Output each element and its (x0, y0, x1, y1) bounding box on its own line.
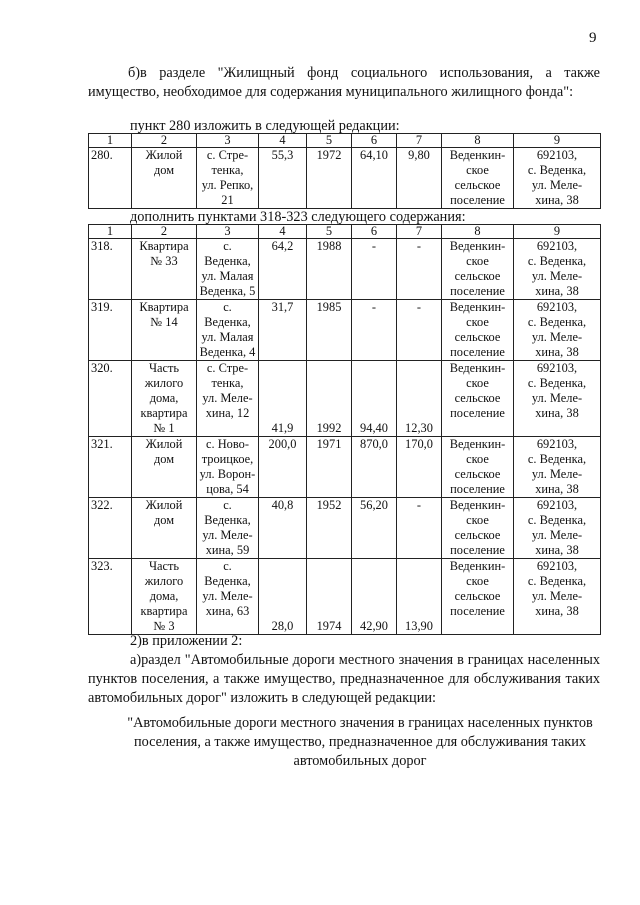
table-cell: 321. (89, 437, 132, 498)
table-cell: с. Веденка, ул. Малая Веденка, 5 (197, 239, 259, 300)
table-cell: 692103, с. Веденка, ул. Меле- хина, 38 (514, 437, 601, 498)
table-row (89, 559, 601, 635)
appendix-2-paragraph-a (88, 651, 600, 708)
table-cell: Жилой дом (132, 437, 197, 498)
table-cell: 322. (89, 498, 132, 559)
table-cell: - (352, 239, 397, 300)
table-cell: Жилой дом (132, 148, 197, 209)
table-cell: 692103, с. Веденка, ул. Меле- хина, 38 (514, 559, 601, 635)
table-cell: 692103, с. Веденка, ул. Меле- хина, 38 (514, 361, 601, 437)
table-cell: Веденкин- ское сельское поселение (442, 239, 514, 300)
table-cell: 692103, с. Веденка, ул. Меле- хина, 38 (514, 239, 601, 300)
table-cell: 692103, с. Веденка, ул. Мелe- хина, 38 (514, 148, 601, 209)
section-b-paragraph (88, 64, 600, 102)
column-header: 6 (352, 225, 397, 239)
table-cell: 1974 (307, 559, 352, 635)
column-header: 7 (397, 134, 442, 148)
column-header: 9 (514, 225, 601, 239)
table-cell: 56,20 (352, 498, 397, 559)
table-cell: Жилой дом (132, 498, 197, 559)
page-number: 9 (589, 30, 597, 46)
table-cell: 1985 (307, 300, 352, 361)
table-cell: Веденкин- ское сельское поселение (442, 437, 514, 498)
table-cell: с. Ново- троицкое, ул. Ворон- цова, 54 (197, 437, 259, 498)
table-cell: 31,7 (259, 300, 307, 361)
table-cell: с. Стре- тенка, ул. Репко, 21 (197, 148, 259, 209)
table-cell: Часть жилого дома, квартира № 1 (132, 361, 197, 437)
table-cell: - (352, 300, 397, 361)
table-cell: 692103, с. Веденка, ул. Меле- хина, 38 (514, 498, 601, 559)
table-cell: Веденкин- ское сельское поселение (442, 498, 514, 559)
table-cell: с. Веденка, ул. Меле- хина, 59 (197, 498, 259, 559)
table-cell: 318. (89, 239, 132, 300)
column-header: 4 (259, 134, 307, 148)
item-280-caption: пункт 280 изложить в следующей редакции: (130, 118, 400, 134)
table-cell: 870,0 (352, 437, 397, 498)
table-cell: 94,40 (352, 361, 397, 437)
table-cell: 40,8 (259, 498, 307, 559)
table-cell: 1972 (307, 148, 352, 209)
table-cell: 320. (89, 361, 132, 437)
table-cell: 64,2 (259, 239, 307, 300)
table-cell: 13,90 (397, 559, 442, 635)
table-row (89, 148, 601, 209)
items-318-323-caption: дополнить пунктами 318-323 следующего содержания: (130, 209, 466, 225)
table-cell: 64,10 (352, 148, 397, 209)
column-header: 5 (307, 225, 352, 239)
table-cell: 12,30 (397, 361, 442, 437)
column-header: 8 (442, 225, 514, 239)
table-cell: Веденкин- ское сельское поселение (442, 300, 514, 361)
table-cell: с. Стре- тенка, ул. Меле- хина, 12 (197, 361, 259, 437)
housing-table-items-318-323 (88, 224, 601, 635)
table-row (89, 437, 601, 498)
table-cell: Веденкин- ское сельское поселение (442, 148, 514, 209)
table-header-row (89, 134, 601, 148)
table-row (89, 300, 601, 361)
table-cell: 280. (89, 148, 132, 209)
table-cell: с. Веденка, ул. Меле- хина, 63 (197, 559, 259, 635)
column-header: 2 (132, 134, 197, 148)
table-cell: 200,0 (259, 437, 307, 498)
table-cell: 41,9 (259, 361, 307, 437)
column-header: 2 (132, 225, 197, 239)
table-cell: Квартира № 14 (132, 300, 197, 361)
table-cell: Квартира № 33 (132, 239, 197, 300)
table-cell: 1952 (307, 498, 352, 559)
table-cell: 323. (89, 559, 132, 635)
column-header: 1 (89, 134, 132, 148)
table-cell: Часть жилого дома, квартира № 3 (132, 559, 197, 635)
column-header: 3 (197, 134, 259, 148)
column-header: 1 (89, 225, 132, 239)
column-header: 3 (197, 225, 259, 239)
table-cell: 319. (89, 300, 132, 361)
column-header: 4 (259, 225, 307, 239)
table-cell: 9,80 (397, 148, 442, 209)
road-section-title-quote: "Автомобильные дороги местного значения в границах населенных пунктов поселения, а также имущество, предназначенное для обслуживания таких автомобильных дорог (127, 715, 593, 769)
section-b-text: б)в разделе "Жилищный фонд социального использования, а также имущество, необходимое для содержания муниципального жилищного фонда": (88, 65, 600, 100)
housing-table-item-280 (88, 133, 601, 209)
table-header-row (89, 225, 601, 239)
table-row (89, 498, 601, 559)
column-header: 5 (307, 134, 352, 148)
table-cell: Веденкин- ское сельское поселение (442, 559, 514, 635)
table-cell: 170,0 (397, 437, 442, 498)
table-cell: - (397, 300, 442, 361)
column-header: 9 (514, 134, 601, 148)
table-row (89, 361, 601, 437)
table-cell: 42,90 (352, 559, 397, 635)
table-cell: - (397, 498, 442, 559)
appendix-2-heading: 2)в приложении 2: (130, 633, 243, 649)
table-row (89, 239, 601, 300)
table-cell: 1988 (307, 239, 352, 300)
table-cell: 1971 (307, 437, 352, 498)
table-cell: 55,3 (259, 148, 307, 209)
column-header: 7 (397, 225, 442, 239)
table-cell: Веденкин- ское сельское поселение (442, 361, 514, 437)
table-cell: 28,0 (259, 559, 307, 635)
column-header: 6 (352, 134, 397, 148)
table-cell: 692103, с. Веденка, ул. Меле- хина, 38 (514, 300, 601, 361)
table-cell: - (397, 239, 442, 300)
table-cell: 1992 (307, 361, 352, 437)
appendix-2-paragraph-a-text: а)раздел "Автомобильные дороги местного значения в границах населенных пунктов поселения, а также имущество, предназначенное для обслуживания таких автомобильных дорог" изложить в следующей редакции: (88, 652, 600, 706)
table-cell: с. Веденка, ул. Малая Веденка, 4 (197, 300, 259, 361)
column-header: 8 (442, 134, 514, 148)
